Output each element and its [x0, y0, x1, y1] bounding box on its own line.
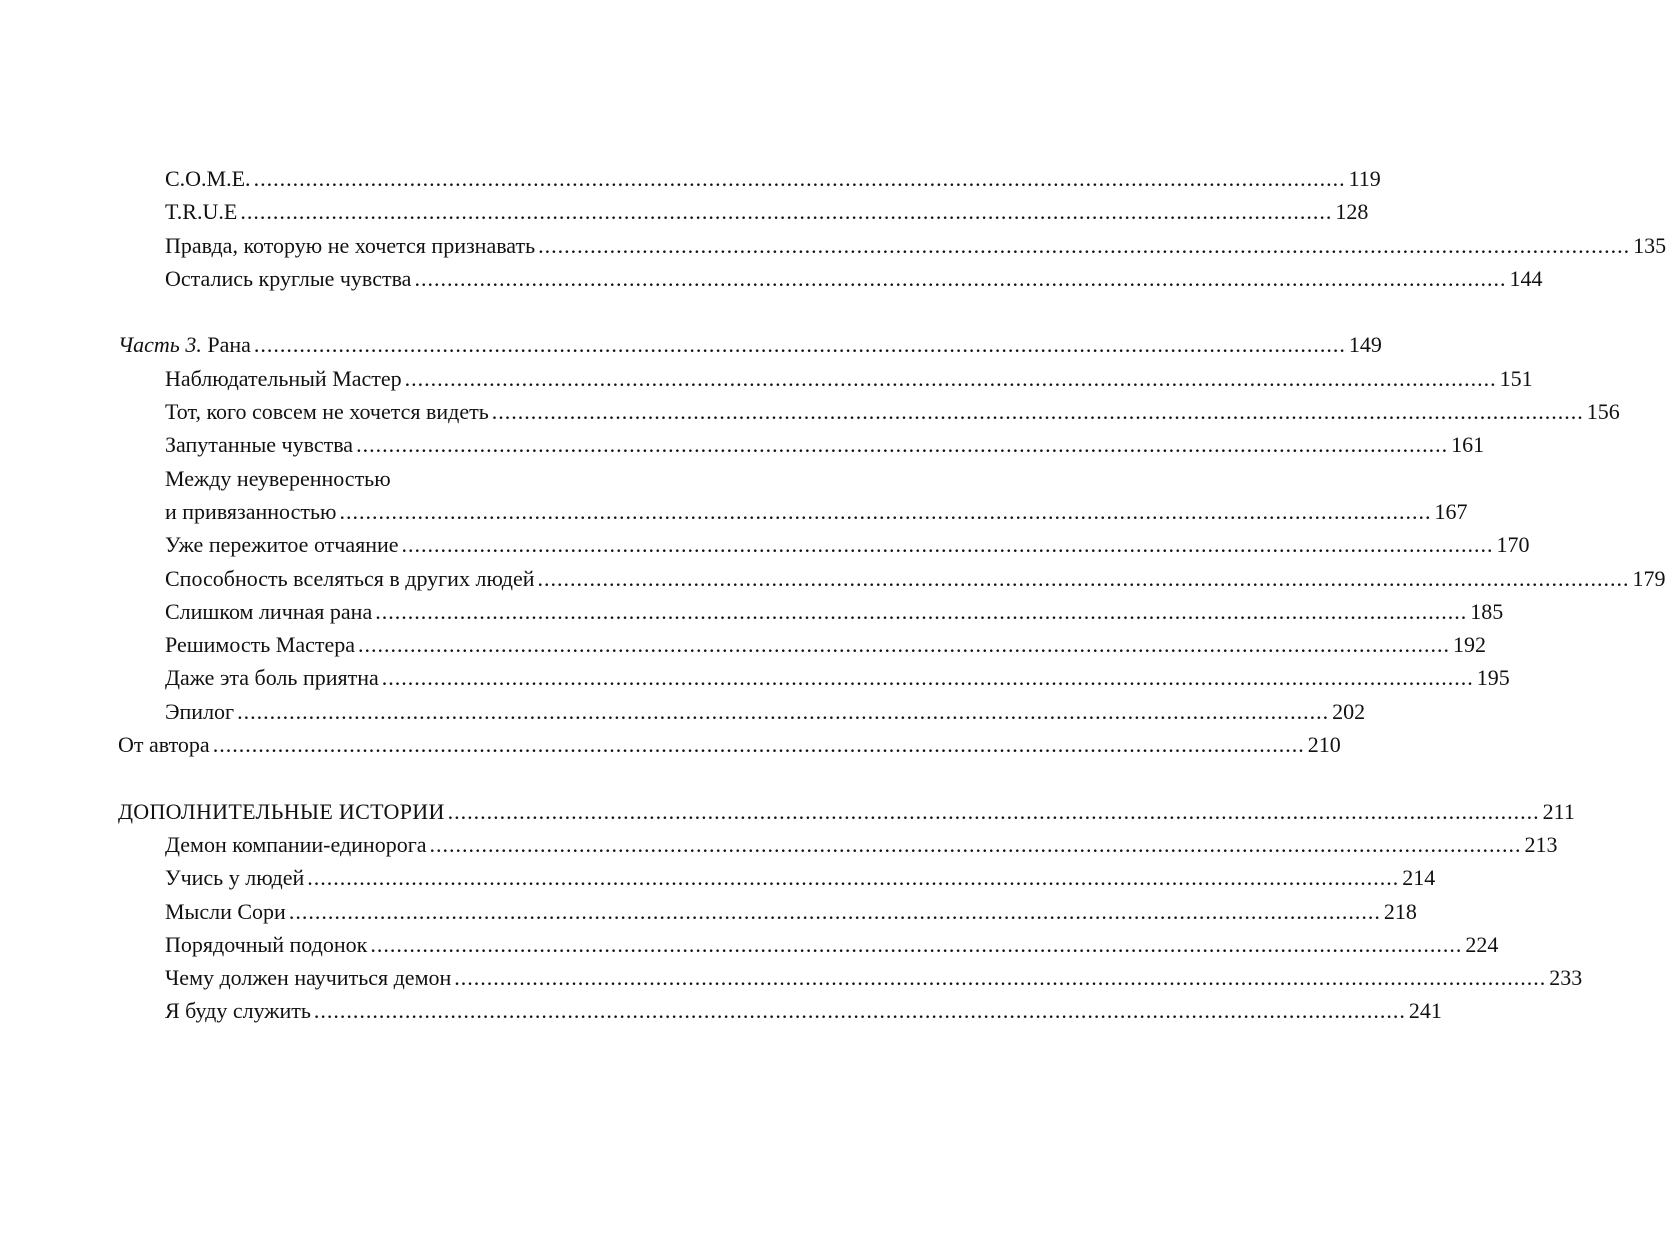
toc-entry-page: 144	[1509, 265, 1543, 291]
toc-entry-title: Запутанные чувства	[165, 432, 354, 458]
toc-entry-page: 156	[1586, 399, 1620, 425]
toc-entry[interactable]	[165, 628, 1487, 661]
dot-leader	[538, 229, 1630, 262]
toc-entry-page: 224	[1465, 931, 1499, 957]
dot-leader	[289, 895, 1381, 928]
dot-leader	[370, 928, 1462, 961]
toc-entry-title: Слишком личная рана	[165, 598, 373, 624]
dot-leader	[307, 861, 1399, 894]
toc-entry-title: Остались круглые чувства	[165, 265, 412, 291]
toc-entry-title: T.R.U.E	[165, 199, 238, 225]
toc-entry-title: Учись у людей	[165, 865, 305, 891]
toc-entry[interactable]	[165, 528, 1530, 561]
toc-entry[interactable]	[165, 695, 1366, 728]
toc-entry-title: Наблюдательный Мастер	[165, 365, 402, 391]
dot-leader	[538, 562, 1630, 595]
toc-entry[interactable]	[165, 994, 1442, 1027]
toc-entry-line2[interactable]	[165, 495, 1468, 528]
toc-entry[interactable]	[165, 229, 1666, 262]
toc-entry[interactable]	[165, 395, 1620, 428]
toc-entry-page: 179	[1632, 565, 1666, 591]
toc-entry[interactable]	[165, 828, 1558, 861]
toc-author-entry[interactable]	[118, 728, 1341, 761]
toc-entry-title: От автора	[118, 732, 210, 758]
toc-entry-page: 202	[1332, 698, 1366, 724]
toc-entry-line1[interactable]	[165, 462, 673, 495]
toc-entry[interactable]	[165, 428, 1485, 461]
dot-leader	[213, 728, 1305, 761]
toc-part-title	[118, 328, 251, 361]
section-gap	[0, 761, 768, 794]
toc-entry-page: 128	[1335, 199, 1369, 225]
toc-entry-page: 241	[1408, 998, 1442, 1024]
toc-entry-title: Тот, кого совсем не хочется видеть	[165, 399, 489, 425]
dot-leader	[339, 495, 1431, 528]
toc-entry-page: 170	[1496, 532, 1530, 558]
dot-leader	[454, 961, 1546, 994]
toc-entry-page: 135	[1633, 232, 1666, 258]
toc-entry-title: Уже пережитое отчаяние	[165, 532, 399, 558]
toc-entry-page: 149	[1348, 332, 1382, 358]
dot-leader	[356, 428, 1448, 461]
toc-entry-page: 214	[1402, 865, 1436, 891]
toc-entry-title: Решимость Мастера	[165, 632, 356, 658]
dot-leader	[382, 661, 1474, 694]
toc-entry[interactable]	[165, 961, 1583, 994]
toc-entry-title: Чему должен научиться демон	[165, 965, 452, 991]
toc-entry-page: 233	[1549, 965, 1583, 991]
toc-entry[interactable]	[165, 262, 1543, 295]
toc-entry-title: Даже эта боль приятна	[165, 665, 379, 691]
dot-leader	[237, 695, 1329, 728]
toc-entry-title: и привязанностью	[165, 498, 337, 524]
dot-leader	[375, 595, 1467, 628]
toc-entry-page: 161	[1451, 432, 1485, 458]
toc-entry[interactable]	[165, 362, 1533, 395]
toc-entry[interactable]	[165, 895, 1417, 928]
dot-leader	[254, 162, 1346, 195]
toc-entry[interactable]	[165, 595, 1504, 628]
dot-leader	[405, 362, 1497, 395]
part-label: Часть 3.	[118, 332, 202, 358]
section-gap	[0, 295, 768, 328]
toc-extra-entry[interactable]	[118, 795, 1575, 828]
table-of-contents	[0, 162, 1666, 1028]
toc-entry[interactable]	[165, 661, 1510, 694]
dot-leader	[254, 328, 1346, 361]
dot-leader	[414, 262, 1506, 295]
part-name: Рана	[207, 332, 251, 358]
toc-entry-page: 211	[1542, 798, 1575, 824]
toc-entry-title: Правда, которую не хочется признавать	[165, 232, 536, 258]
toc-entry-title: Я буду служить	[165, 998, 311, 1024]
toc-entry[interactable]	[165, 861, 1436, 894]
toc-entry-page: 218	[1383, 898, 1417, 924]
dot-leader	[358, 628, 1450, 661]
toc-entry[interactable]	[165, 195, 1369, 228]
toc-entry-title: Демон компании-единорога	[165, 831, 427, 857]
toc-entry[interactable]	[165, 162, 1381, 195]
toc-entry-page: 192	[1453, 632, 1487, 658]
dot-leader	[240, 195, 1332, 228]
toc-entry-page: 213	[1524, 831, 1558, 857]
toc-entry-title: Порядочный подонок	[165, 931, 368, 957]
toc-entry[interactable]	[165, 562, 1666, 595]
toc-entry-page: 210	[1307, 732, 1341, 758]
toc-entry-title: Мысли Сори	[165, 898, 286, 924]
toc-entry-page: 167	[1434, 498, 1468, 524]
dot-leader	[448, 795, 1540, 828]
toc-entry-page: 185	[1470, 598, 1504, 624]
dot-leader	[430, 828, 1522, 861]
dot-leader	[402, 528, 1494, 561]
toc-entry-title: Между неуверенностью	[165, 465, 391, 491]
dot-leader	[314, 994, 1406, 1027]
toc-entry-page: 119	[1348, 166, 1381, 191]
dot-leader	[492, 395, 1584, 428]
toc-entry-title: Эпилог	[165, 698, 235, 724]
toc-part-entry[interactable]	[118, 328, 1382, 361]
toc-entry[interactable]	[165, 928, 1499, 961]
toc-entry-title: Способность вселяться в других людей	[165, 565, 535, 591]
toc-entry-page: 195	[1476, 665, 1510, 691]
toc-entry-title: C.O.M.E.	[165, 166, 251, 191]
toc-entry-title: ДОПОЛНИТЕЛЬНЫЕ ИСТОРИИ	[118, 798, 445, 824]
toc-entry-page: 151	[1499, 365, 1533, 391]
